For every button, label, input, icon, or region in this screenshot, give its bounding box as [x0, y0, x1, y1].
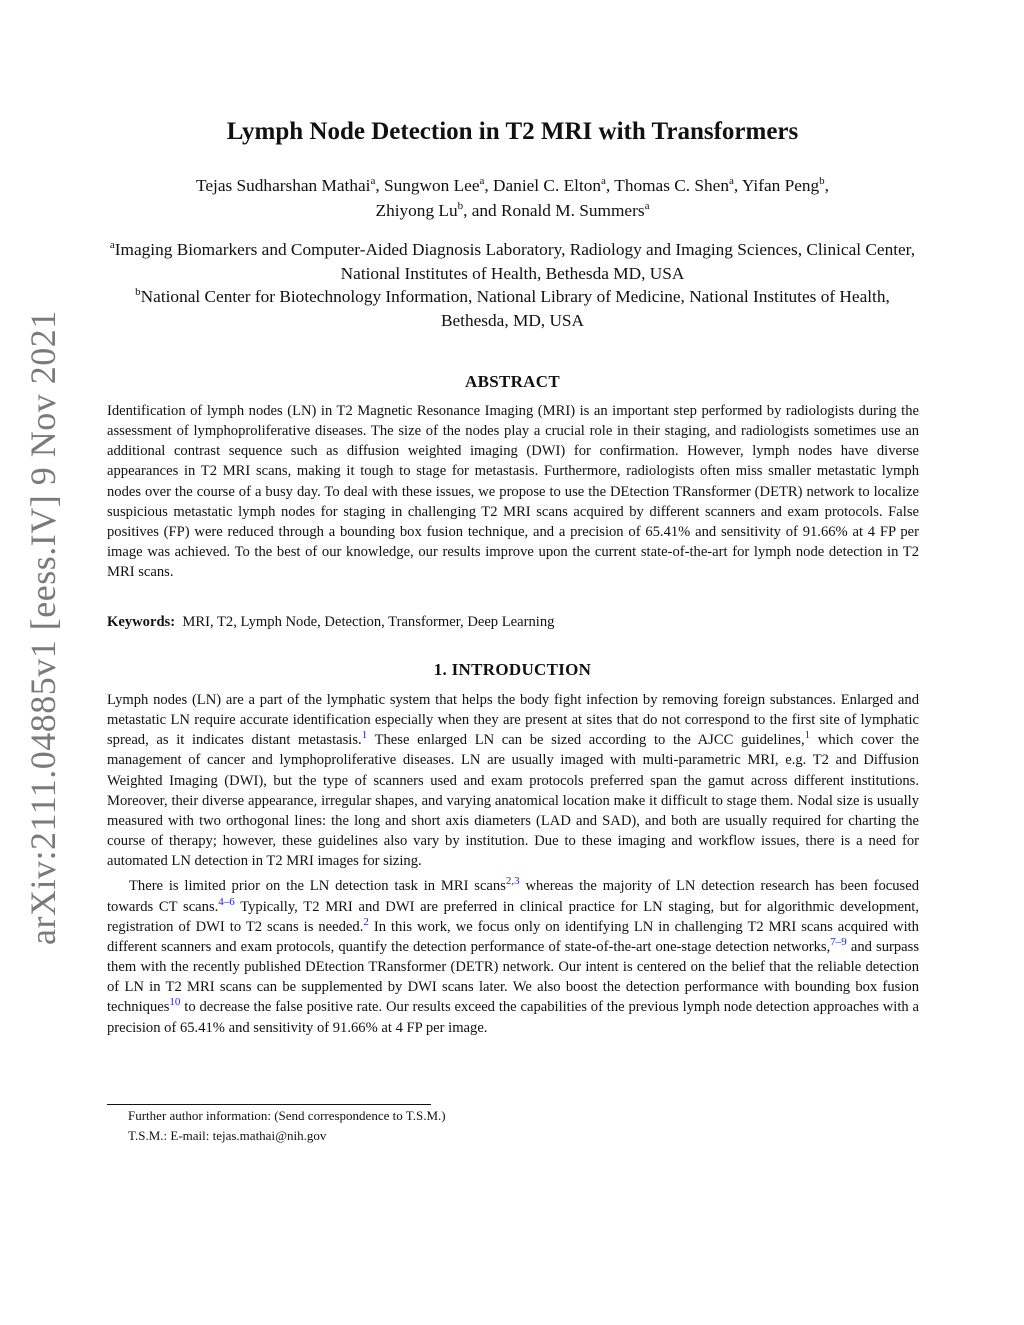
abstract-heading: ABSTRACT	[465, 372, 560, 391]
affiliation-mark: b	[135, 286, 141, 299]
affiliation-text: Imaging Biomarkers and Computer-Aided Diagnosis Laboratory, Radiology and Imaging Sciences, Clinical Center, National Institutes of Health, Bethesda MD, USA	[114, 240, 916, 283]
author-name: Thomas C. Shen	[614, 176, 729, 195]
author-separator: ,	[733, 176, 742, 195]
footnote-1: Further author information: (Send correspondence to T.S.M.)	[128, 1108, 446, 1123]
abstract-body	[107, 401, 919, 582]
author-list	[105, 173, 920, 223]
author-affiliation-mark: b	[457, 200, 464, 213]
text-run: Typically, T2 MRI and DWI are preferred in clinical practice for LN staging, but for algorithmic development, registration of DWI to T2 scans is needed.	[107, 898, 919, 935]
author-affiliation-mark: a	[479, 175, 485, 188]
footnote-2: T.S.M.: E-mail: tejas.mathai@nih.gov	[128, 1128, 327, 1143]
author-name: Tejas Sudharshan Mathai	[196, 176, 371, 195]
text-run: and surpass them with the recently published DEtection TRansformer (DETR) network. Our intent is centered on the belief that the reliable detection of LN in T2 MRI scans can be supplemented by DWI scans later. We also boost the detection performance with bounding box fusion techniques	[107, 938, 920, 1016]
text-run: There is limited prior on the LN detection task in MRI scans	[129, 878, 506, 895]
author-separator: , and	[463, 201, 502, 220]
affiliation	[105, 285, 920, 332]
author-separator: ,	[824, 176, 829, 195]
author-name: Yifan Peng	[741, 176, 820, 195]
text-run: These enlarged LN can be sized according to the AJCC guidelines,	[367, 732, 805, 749]
author-name: Sungwon Lee	[383, 176, 480, 195]
introduction-body	[107, 690, 919, 1038]
affiliation	[105, 238, 920, 285]
author-name: Ronald M. Summers	[501, 201, 645, 220]
citation-link[interactable]: 1	[361, 729, 368, 742]
text-run: Lymph nodes (LN) are a part of the lymphatic system that helps the body fight infection by removing foreign substances. Enlarged and metastatic LN require accurate identification especially when they are present at sites that do not correspond to the first site of lymphatic spread, as it indicates distant metastasis.	[107, 692, 919, 749]
affiliation-text: National Center for Biotechnology Information, National Library of Medicine, National Institutes of Health, Bethesda, MD, USA	[140, 287, 890, 330]
author-affiliation-mark: b	[819, 175, 825, 188]
author-affiliation-mark: a	[729, 175, 734, 188]
arxiv-identifier: arXiv:2111.04885v1 [eess.IV] 9 Nov 2021	[23, 310, 63, 945]
footnote-divider	[107, 1104, 431, 1105]
author-affiliation-mark: a	[601, 175, 606, 188]
intro-paragraph-2	[107, 876, 919, 1037]
citation-link[interactable]: 10	[169, 996, 181, 1009]
footnotes	[128, 1106, 828, 1146]
author-name: Zhiyong Lu	[375, 201, 458, 220]
keywords-text: MRI, T2, Lymph Node, Detection, Transformer, Deep Learning	[182, 614, 555, 630]
author-affiliation-mark: a	[370, 175, 376, 188]
keywords-line	[107, 612, 919, 632]
author-affiliation-mark: a	[644, 200, 650, 213]
intro-paragraph-1	[107, 690, 919, 871]
paper-title: Lymph Node Detection in T2 MRI with Transformers	[226, 118, 799, 145]
text-run: whereas the majority of LN detection research has been focused towards CT scans.	[107, 878, 920, 915]
citation-link[interactable]: 4–6	[218, 895, 235, 908]
citation-link[interactable]: 7–9	[830, 936, 847, 949]
affiliation-mark: a	[109, 239, 115, 252]
author-name: Daniel C. Elton	[493, 176, 602, 195]
affiliation-list	[105, 238, 920, 332]
abstract-text: Identification of lymph nodes (LN) in T2 Magnetic Resonance Imaging (MRI) is an important step performed by radiologists during the assessment of lymphoproliferative diseases. The size of the nodes play a crucial role in their staging, and radiologists sometimes use an additional contrast sequence such as diffusion weighted imaging (DWI) for confirmation. However, lymph nodes have diverse appearances in T2 MRI scans, making it tough to stage for metastasis. Furthermore, radiologists often miss smaller metastatic lymph nodes over the course of a busy day. To deal with these issues, we propose to use the DEtection TRansformer (DETR) network to localize suspicious metastatic lymph nodes for staging in challenging T2 MRI scans acquired by different scanners and exam protocols. False positives (FP) were reduced through a bounding box fusion technique, and a precision of 65.41% and sensitivity of 91.66% at 4 FP per image was achieved. To the best of our knowledge, our results improve upon the current state-of-the-art for lymph node detection in T2 MRI scans.	[107, 403, 919, 581]
text-run: which cover the management of cancer and lymphoproliferative diseases. LN are usually imaged with multi-parametric MRI, e.g. T2 and Diffusion Weighted Imaging (DWI), but the type of scanners used and exam protocols preferred span the gamut across different institutions. Moreover, their diverse appearance, irregular shapes, and varying anatomical location make it difficult to stage them. Nodal size is usually measured with two orthogonal lines: the long and short axis diameters (LAD and SAD), and both are usually required for charting the course of therapy; however, these guidelines also vary by institution. Due to these imaging and workflow issues, there is a need for automated LN detection in T2 MRI images for sizing.	[107, 732, 919, 870]
citation-link[interactable]: 1	[804, 729, 811, 742]
keywords-label: Keywords:	[107, 614, 176, 630]
author-separator: ,	[484, 176, 494, 195]
text-run: to decrease the false positive rate. Our results exceed the capabilities of the previous lymph node detection approaches with a precision of 65.41% and sensitivity of 91.66% at 4 FP per image.	[107, 999, 919, 1036]
citation-link[interactable]: 2	[363, 915, 369, 928]
author-separator: ,	[605, 176, 615, 195]
text-run: In this work, we focus only on identifying LN in challenging T2 MRI scans acquired with different scanners and exam protocols, quantify the detection performance of state-of-the-art one-stage detection networks,	[107, 918, 919, 955]
author-separator: ,	[375, 176, 384, 195]
introduction-heading: 1. INTRODUCTION	[433, 660, 592, 679]
citation-link[interactable]: 2,3	[505, 875, 520, 888]
